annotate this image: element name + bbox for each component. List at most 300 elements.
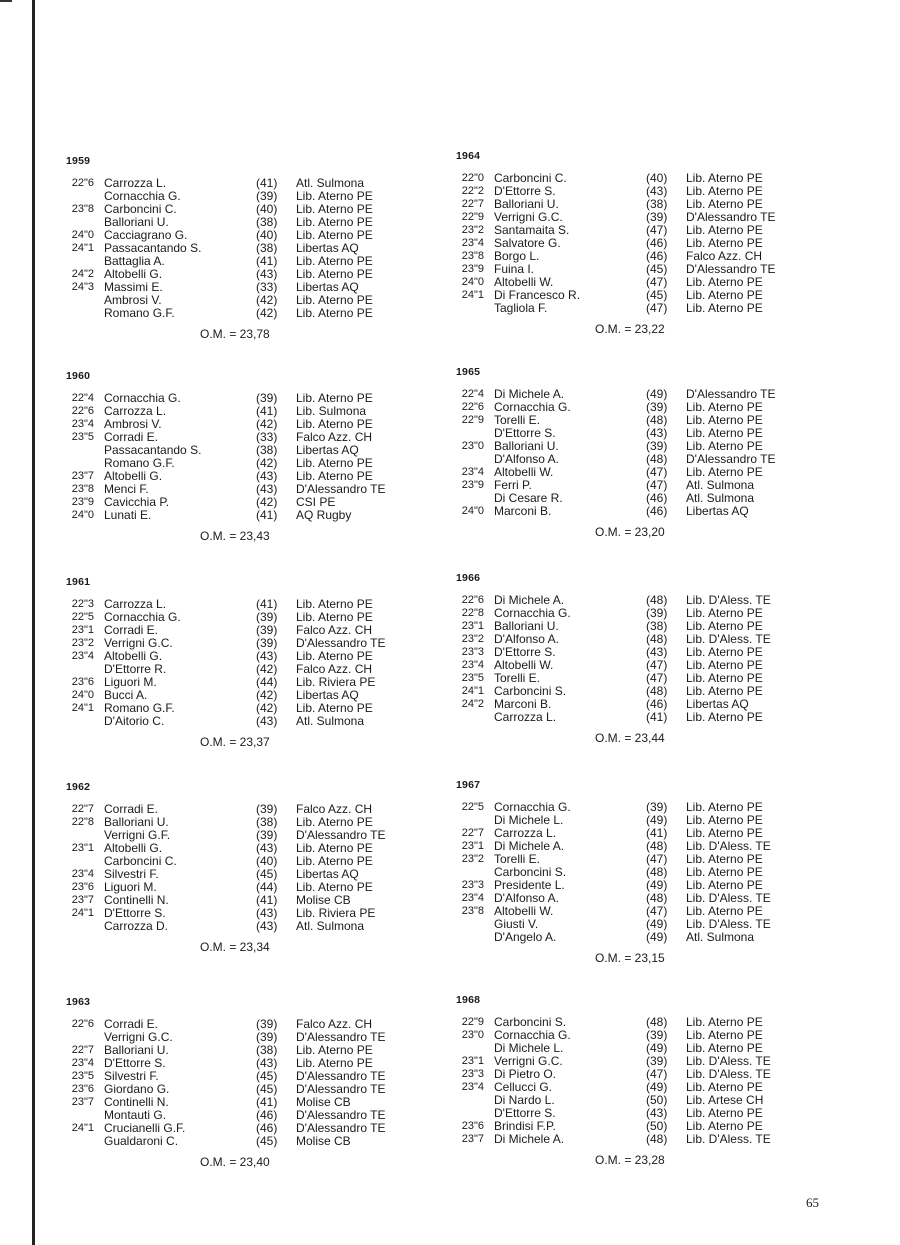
club-name: Libertas AQ xyxy=(686,697,749,711)
club-name: Lib. Aterno PE xyxy=(686,171,763,185)
club-name: Lib. Riviera PE xyxy=(296,906,376,920)
result-time: 24"1 xyxy=(461,289,484,301)
club-name: Lib. Aterno PE xyxy=(296,469,373,483)
birth-year: (39) xyxy=(646,800,668,814)
birth-year: (39) xyxy=(256,610,278,624)
result-time: 23"3 xyxy=(461,1068,484,1080)
club-name: Lib. Aterno PE xyxy=(296,417,373,431)
athlete-name: Ambrosi V. xyxy=(104,417,162,431)
club-name: D'Alessandro TE xyxy=(296,1108,386,1122)
athlete-name: Carrozza L. xyxy=(104,597,167,611)
club-name: Lib. Aterno PE xyxy=(686,197,763,211)
club-name: Lib. Riviera PE xyxy=(296,675,376,689)
result-time: 23"2 xyxy=(71,637,94,649)
results-list xyxy=(450,594,870,724)
athlete-name: Cacciagrano G. xyxy=(104,228,188,242)
club-name: Lib. Sulmona xyxy=(296,404,367,418)
club-name: Lib. Aterno PE xyxy=(296,267,373,281)
result-time: 23"6 xyxy=(71,1083,94,1095)
result-time: 23"3 xyxy=(461,646,484,658)
year-heading: 1959 xyxy=(66,155,91,167)
club-name: Lib. Aterno PE xyxy=(686,619,763,633)
birth-year: (47) xyxy=(646,465,668,479)
athlete-name: Di Michele A. xyxy=(494,387,565,401)
athlete-name: Carboncini S. xyxy=(494,865,567,879)
club-name: Lib. Aterno PE xyxy=(686,826,763,840)
result-time: 23"4 xyxy=(461,892,484,904)
athlete-name: Corradi E. xyxy=(104,430,159,444)
birth-year: (39) xyxy=(256,391,278,405)
athlete-name: D'Ettorre S. xyxy=(494,1106,556,1120)
athlete-name: Corradi E. xyxy=(104,802,159,816)
results-list xyxy=(450,172,870,315)
average-time: O.M. = 23,34 xyxy=(200,940,270,954)
birth-year: (38) xyxy=(646,197,668,211)
result-row xyxy=(450,931,870,944)
club-name: Lib. D'Aless. TE xyxy=(686,632,771,646)
club-name: Lib. Aterno PE xyxy=(686,645,763,659)
birth-year: (42) xyxy=(256,662,278,676)
birth-year: (47) xyxy=(646,671,668,685)
result-time: 23"8 xyxy=(71,483,94,495)
club-name: Lib. Aterno PE xyxy=(686,710,763,724)
athlete-name: Brindisi F.P. xyxy=(494,1119,556,1133)
result-row xyxy=(60,920,480,933)
birth-year: (48) xyxy=(646,865,668,879)
athlete-name: Silvestri F. xyxy=(104,1069,159,1083)
athlete-name: Balloriani U. xyxy=(104,815,169,829)
club-name: Lib. Aterno PE xyxy=(296,215,373,229)
club-name: Atl. Sulmona xyxy=(296,714,365,728)
birth-year: (43) xyxy=(256,469,278,483)
club-name: Lib. Aterno PE xyxy=(296,597,373,611)
result-time: 23"7 xyxy=(71,1096,94,1108)
birth-year: (47) xyxy=(646,478,668,492)
result-time: 22"7 xyxy=(71,1044,94,1056)
club-name: Falco Azz. CH xyxy=(296,623,373,637)
results-list xyxy=(60,803,480,933)
club-name: Lib. Aterno PE xyxy=(686,852,763,866)
athlete-name: Torelli E. xyxy=(494,413,541,427)
athlete-name: Battaglia A. xyxy=(104,254,165,268)
birth-year: (39) xyxy=(646,439,668,453)
year-heading: 1961 xyxy=(66,576,91,588)
athlete-name: Crucianelli G.F. xyxy=(104,1121,186,1135)
athlete-name: Ambrosi V. xyxy=(104,293,162,307)
club-name: Lib. Aterno PE xyxy=(296,1043,373,1057)
result-time: 23"4 xyxy=(461,1081,484,1093)
result-time: 22"7 xyxy=(461,198,484,210)
club-name: D'Alessandro TE xyxy=(686,262,776,276)
athlete-name: Carboncini S. xyxy=(494,684,567,698)
birth-year: (40) xyxy=(256,854,278,868)
club-name: Libertas AQ xyxy=(296,280,359,294)
birth-year: (49) xyxy=(646,917,668,931)
result-time: 23"4 xyxy=(461,237,484,249)
result-time: 23"6 xyxy=(461,1120,484,1132)
result-time: 22"6 xyxy=(461,401,484,413)
result-time: 22"8 xyxy=(461,607,484,619)
athlete-name: Carboncini C. xyxy=(494,171,567,185)
birth-year: (43) xyxy=(646,1106,668,1120)
athlete-name: Liguori M. xyxy=(104,880,157,894)
club-name: Atl. Sulmona xyxy=(296,176,365,190)
result-time: 22"6 xyxy=(71,1018,94,1030)
result-row xyxy=(450,302,870,315)
club-name: Lib. Aterno PE xyxy=(686,465,763,479)
athlete-name: Verrigni G.C. xyxy=(104,1030,173,1044)
birth-year: (43) xyxy=(256,714,278,728)
club-name: Lib. Aterno PE xyxy=(296,610,373,624)
result-row xyxy=(450,505,870,518)
athlete-name: Verrigni G.C. xyxy=(104,636,173,650)
result-time: 22"6 xyxy=(71,405,94,417)
birth-year: (44) xyxy=(256,675,278,689)
results-list xyxy=(60,392,480,522)
club-name: Lib. Aterno PE xyxy=(686,813,763,827)
athlete-name: Altobelli W. xyxy=(494,658,554,672)
athlete-name: Di Pietro O. xyxy=(494,1067,557,1081)
athlete-name: Santamaita S. xyxy=(494,223,570,237)
result-time: 22"6 xyxy=(461,594,484,606)
birth-year: (49) xyxy=(646,930,668,944)
birth-year: (39) xyxy=(256,636,278,650)
athlete-name: Carrozza L. xyxy=(104,176,167,190)
club-name: Lib. Aterno PE xyxy=(686,439,763,453)
result-time: 23"6 xyxy=(71,676,94,688)
result-time: 23"4 xyxy=(71,418,94,430)
athlete-name: Verrigni G.C. xyxy=(494,1054,563,1068)
club-name: Lib. D'Aless. TE xyxy=(686,891,771,905)
club-name: Atl. Sulmona xyxy=(296,919,365,933)
result-time: 23"9 xyxy=(461,263,484,275)
athlete-name: Cavicchia P. xyxy=(104,495,170,509)
birth-year: (47) xyxy=(646,275,668,289)
result-time: 23"9 xyxy=(71,496,94,508)
result-time: 22"0 xyxy=(461,172,484,184)
athlete-name: Di Michele L. xyxy=(494,813,564,827)
result-time: 22"5 xyxy=(461,801,484,813)
result-time: 24"3 xyxy=(71,281,94,293)
athlete-name: Massimi E. xyxy=(104,280,163,294)
average-time: O.M. = 23,44 xyxy=(595,731,665,745)
result-time: 23"4 xyxy=(71,868,94,880)
athlete-name: D'Alfonso A. xyxy=(494,891,559,905)
birth-year: (43) xyxy=(256,919,278,933)
athlete-name: D'Ettorre S. xyxy=(104,1056,166,1070)
athlete-name: Giordano G. xyxy=(104,1082,170,1096)
average-time: O.M. = 23,22 xyxy=(595,322,665,336)
result-time: 22"9 xyxy=(461,211,484,223)
athlete-name: Cellucci G. xyxy=(494,1080,553,1094)
year-heading: 1966 xyxy=(456,572,481,584)
club-name: Falco Azz. CH xyxy=(296,1017,373,1031)
birth-year: (44) xyxy=(256,880,278,894)
birth-year: (41) xyxy=(256,254,278,268)
results-list xyxy=(60,1018,480,1148)
club-name: Lib. Aterno PE xyxy=(686,301,763,315)
athlete-name: Borgo L. xyxy=(494,249,540,263)
birth-year: (47) xyxy=(646,301,668,315)
athlete-name: Altobelli G. xyxy=(104,469,163,483)
result-time: 23"5 xyxy=(71,1070,94,1082)
athlete-name: Cornacchia G. xyxy=(494,400,571,414)
result-time: 23"3 xyxy=(461,879,484,891)
club-name: Lib. Aterno PE xyxy=(686,1119,763,1133)
club-name: Lib. D'Aless. TE xyxy=(686,1132,771,1146)
athlete-name: Balloriani U. xyxy=(104,215,169,229)
athlete-name: Ferri P. xyxy=(494,478,532,492)
result-time: 23"2 xyxy=(461,853,484,865)
athlete-name: Marconi B. xyxy=(494,697,552,711)
result-time: 24"1 xyxy=(71,907,94,919)
birth-year: (42) xyxy=(256,701,278,715)
birth-year: (45) xyxy=(646,262,668,276)
athlete-name: Silvestri F. xyxy=(104,867,159,881)
club-name: Falco Azz. CH xyxy=(296,662,373,676)
birth-year: (38) xyxy=(256,241,278,255)
athlete-name: Continelli N. xyxy=(104,893,169,907)
year-heading: 1967 xyxy=(456,779,481,791)
birth-year: (39) xyxy=(646,400,668,414)
club-name: Lib. D'Aless. TE xyxy=(686,1067,771,1081)
athlete-name: D'Ettorre S. xyxy=(494,645,556,659)
club-name: Lib. Aterno PE xyxy=(686,426,763,440)
athlete-name: D'Alfonso A. xyxy=(494,632,559,646)
result-time: 23"4 xyxy=(461,659,484,671)
club-name: Molise CB xyxy=(296,1095,351,1109)
athlete-name: Cornacchia G. xyxy=(494,606,571,620)
birth-year: (41) xyxy=(256,404,278,418)
club-name: Libertas AQ xyxy=(686,504,749,518)
birth-year: (41) xyxy=(256,508,278,522)
athlete-name: Di Michele A. xyxy=(494,839,565,853)
birth-year: (38) xyxy=(256,443,278,457)
birth-year: (43) xyxy=(646,426,668,440)
birth-year: (42) xyxy=(256,688,278,702)
club-name: Lib. Aterno PE xyxy=(296,254,373,268)
club-name: Lib. Aterno PE xyxy=(686,684,763,698)
birth-year: (46) xyxy=(256,1108,278,1122)
athlete-name: Balloriani U. xyxy=(494,197,559,211)
club-name: D'Alessandro TE xyxy=(686,210,776,224)
club-name: Lib. Aterno PE xyxy=(686,184,763,198)
birth-year: (48) xyxy=(646,839,668,853)
club-name: Lib. Aterno PE xyxy=(686,800,763,814)
birth-year: (47) xyxy=(646,223,668,237)
club-name: Lib. Aterno PE xyxy=(296,202,373,216)
average-time: O.M. = 23,28 xyxy=(595,1153,665,1167)
club-name: Lib. Aterno PE xyxy=(686,1015,763,1029)
birth-year: (42) xyxy=(256,293,278,307)
birth-year: (41) xyxy=(256,1095,278,1109)
club-name: Atl. Sulmona xyxy=(686,491,755,505)
birth-year: (48) xyxy=(646,684,668,698)
result-time: 23"4 xyxy=(71,650,94,662)
birth-year: (40) xyxy=(646,171,668,185)
birth-year: (49) xyxy=(646,1041,668,1055)
club-name: Libertas AQ xyxy=(296,241,359,255)
result-time: 23"5 xyxy=(461,672,484,684)
result-time: 24"0 xyxy=(461,276,484,288)
club-name: D'Alessandro TE xyxy=(296,1121,386,1135)
athlete-name: Altobelli G. xyxy=(104,267,163,281)
birth-year: (48) xyxy=(646,1132,668,1146)
result-time: 24"0 xyxy=(71,229,94,241)
result-row xyxy=(60,307,480,320)
result-row xyxy=(60,1135,480,1148)
club-name: D'Alessandro TE xyxy=(296,1030,386,1044)
club-name: Lib. Aterno PE xyxy=(296,880,373,894)
result-time: 23"5 xyxy=(71,431,94,443)
birth-year: (39) xyxy=(646,210,668,224)
club-name: Lib. D'Aless. TE xyxy=(686,917,771,931)
birth-year: (50) xyxy=(646,1093,668,1107)
athlete-name: D'Ettorre R. xyxy=(104,662,167,676)
athlete-name: D'Ettorre S. xyxy=(104,906,166,920)
athlete-name: Menci F. xyxy=(104,482,149,496)
result-time: 23"4 xyxy=(71,1057,94,1069)
birth-year: (43) xyxy=(256,649,278,663)
result-time: 23"1 xyxy=(71,624,94,636)
result-time: 23"6 xyxy=(71,881,94,893)
club-name: Falco Azz. CH xyxy=(296,802,373,816)
athlete-name: Altobelli G. xyxy=(104,841,163,855)
club-name: Lib. Aterno PE xyxy=(686,236,763,250)
year-heading: 1964 xyxy=(456,150,481,162)
athlete-name: Di Michele L. xyxy=(494,1041,564,1055)
athlete-name: Balloriani U. xyxy=(104,1043,169,1057)
birth-year: (40) xyxy=(256,228,278,242)
birth-year: (43) xyxy=(256,267,278,281)
result-row xyxy=(450,1133,870,1146)
result-time: 22"6 xyxy=(71,177,94,189)
club-name: Lib. D'Aless. TE xyxy=(686,593,771,607)
club-name: Lib. Aterno PE xyxy=(296,456,373,470)
athlete-name: Liguori M. xyxy=(104,675,157,689)
result-time: 22"9 xyxy=(461,414,484,426)
athlete-name: Cornacchia G. xyxy=(494,800,571,814)
club-name: Lib. Aterno PE xyxy=(296,189,373,203)
birth-year: (43) xyxy=(256,482,278,496)
birth-year: (48) xyxy=(646,1015,668,1029)
athlete-name: Carrozza L. xyxy=(494,710,557,724)
average-time: O.M. = 23,40 xyxy=(200,1155,270,1169)
birth-year: (41) xyxy=(256,893,278,907)
athlete-name: Montauti G. xyxy=(104,1108,167,1122)
club-name: Lib. Aterno PE xyxy=(686,658,763,672)
result-time: 22"4 xyxy=(461,388,484,400)
result-time: 23"8 xyxy=(461,905,484,917)
corner-mark xyxy=(0,0,12,32)
result-time: 23"1 xyxy=(461,1055,484,1067)
club-name: Lib. Aterno PE xyxy=(296,854,373,868)
birth-year: (39) xyxy=(256,623,278,637)
page-number: 65 xyxy=(806,1195,819,1210)
athlete-name: Romano G.F. xyxy=(104,456,175,470)
result-time: 23"0 xyxy=(461,440,484,452)
club-name: Lib. Aterno PE xyxy=(296,391,373,405)
athlete-name: Marconi B. xyxy=(494,504,552,518)
athlete-name: Romano G.F. xyxy=(104,701,175,715)
result-time: 22"8 xyxy=(71,816,94,828)
athlete-name: Corradi E. xyxy=(104,623,159,637)
club-name: Lib. Aterno PE xyxy=(686,1106,763,1120)
result-time: 24"1 xyxy=(71,702,94,714)
athlete-name: Fuina I. xyxy=(494,262,535,276)
athlete-name: Torelli E. xyxy=(494,852,541,866)
club-name: Lib. Aterno PE xyxy=(296,649,373,663)
birth-year: (49) xyxy=(646,1080,668,1094)
result-time: 24"1 xyxy=(71,242,94,254)
average-time: O.M. = 23,78 xyxy=(200,327,270,341)
club-name: Libertas AQ xyxy=(296,688,359,702)
birth-year: (41) xyxy=(646,710,668,724)
club-name: Lib. Aterno PE xyxy=(686,413,763,427)
birth-year: (46) xyxy=(646,249,668,263)
athlete-name: Verrigni G.C. xyxy=(494,210,563,224)
athlete-name: Gualdaroni C. xyxy=(104,1134,179,1148)
year-heading: 1963 xyxy=(66,996,91,1008)
athlete-name: Tagliola F. xyxy=(494,301,548,315)
birth-year: (42) xyxy=(256,495,278,509)
athlete-name: Carrozza L. xyxy=(494,826,557,840)
result-time: 23"1 xyxy=(461,620,484,632)
year-heading: 1960 xyxy=(66,370,91,382)
birth-year: (45) xyxy=(256,1069,278,1083)
athlete-name: Altobelli G. xyxy=(104,649,163,663)
club-name: Lib. Aterno PE xyxy=(686,275,763,289)
year-heading: 1962 xyxy=(66,781,91,793)
result-time: 22"9 xyxy=(461,1016,484,1028)
result-time: 24"1 xyxy=(71,1122,94,1134)
results-list xyxy=(450,801,870,944)
birth-year: (48) xyxy=(646,413,668,427)
club-name: Lib. Aterno PE xyxy=(296,1056,373,1070)
athlete-name: Cornacchia G. xyxy=(104,391,181,405)
club-name: Lib. Aterno PE xyxy=(296,701,373,715)
club-name: Lib. Aterno PE xyxy=(296,228,373,242)
club-name: Lib. Aterno PE xyxy=(686,288,763,302)
result-time: 23"9 xyxy=(461,479,484,491)
result-time: 23"2 xyxy=(461,633,484,645)
club-name: Lib. Aterno PE xyxy=(686,1028,763,1042)
birth-year: (39) xyxy=(256,1030,278,1044)
average-time: O.M. = 23,20 xyxy=(595,525,665,539)
club-name: Lib. Aterno PE xyxy=(296,841,373,855)
result-time: 22"4 xyxy=(71,392,94,404)
birth-year: (38) xyxy=(646,619,668,633)
athlete-name: Di Nardo L. xyxy=(494,1093,555,1107)
club-name: AQ Rugby xyxy=(296,508,352,522)
club-name: Lib. Artese CH xyxy=(686,1093,764,1107)
result-time: 22"7 xyxy=(461,827,484,839)
athlete-name: Di Michele A. xyxy=(494,1132,565,1146)
birth-year: (39) xyxy=(256,189,278,203)
athlete-name: Carrozza L. xyxy=(104,404,167,418)
athlete-name: Balloriani U. xyxy=(494,619,559,633)
result-time: 23"4 xyxy=(461,466,484,478)
birth-year: (42) xyxy=(256,306,278,320)
birth-year: (39) xyxy=(256,802,278,816)
club-name: D'Alessandro TE xyxy=(296,482,386,496)
athlete-name: Altobelli W. xyxy=(494,465,554,479)
result-row xyxy=(60,715,480,728)
average-time: O.M. = 23,15 xyxy=(595,951,665,965)
birth-year: (43) xyxy=(646,645,668,659)
club-name: Lib. Aterno PE xyxy=(296,815,373,829)
club-name: Atl. Sulmona xyxy=(686,478,755,492)
